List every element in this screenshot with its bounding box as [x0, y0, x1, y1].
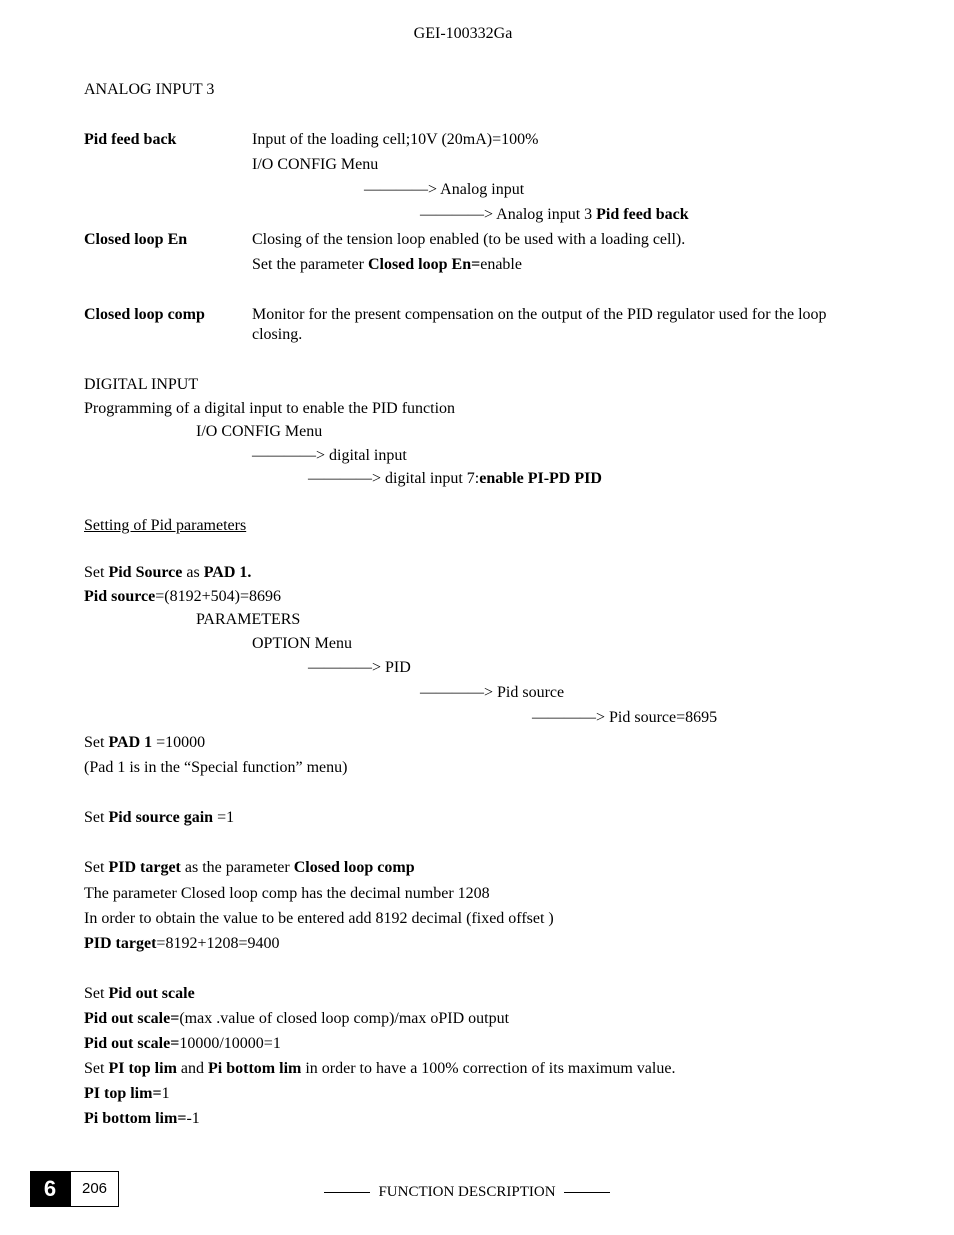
arrow: ————>: [252, 447, 326, 464]
digital-desc: Programming of a digital input to enable the PID function: [84, 400, 456, 417]
menu-path-analog-input: [364, 180, 524, 200]
path-text: PID: [385, 659, 411, 676]
menu-path-digital-input-7: [308, 469, 602, 489]
path-bold: Pid feed back: [596, 206, 689, 223]
term-closed-loop-en: Closed loop En: [84, 231, 188, 248]
label-bold: Pid out scale=: [84, 1035, 180, 1052]
text: in order to have a 100% correction of its maximum value.: [305, 1060, 676, 1077]
pid-out-scale-formula: [84, 1009, 509, 1029]
text: Set: [84, 859, 105, 876]
text: as: [186, 564, 200, 581]
pid-source-equation: [84, 587, 281, 607]
param-bold: PI top lim: [108, 1060, 177, 1077]
menu-parameters: PARAMETERS: [196, 611, 301, 628]
set-pid-source: [84, 563, 251, 583]
menu-path-pid-source-value: [532, 708, 717, 728]
pid-target-note-1: The parameter Closed loop comp has the decimal number 1208: [84, 885, 490, 902]
path-text: digital input 7:: [385, 470, 480, 487]
param-bold: PID target: [108, 859, 181, 876]
menu-path-analog-input-3: [420, 205, 689, 225]
value: 10000/10000=1: [179, 1035, 281, 1052]
value: (max .value of closed loop comp)/max oPID output: [179, 1010, 510, 1027]
set-pid-out-scale: [84, 984, 195, 1004]
value: -1: [186, 1110, 200, 1127]
text: and: [180, 1060, 205, 1077]
arrow: ————>: [420, 684, 494, 701]
menu-path-digital-input: [252, 446, 407, 466]
path-text: Pid source=8695: [609, 709, 718, 726]
text: Set the parameter: [252, 256, 364, 273]
value-bold: PAD 1.: [203, 564, 252, 581]
param-bold: Pi bottom lim: [208, 1060, 302, 1077]
param-bold: Closed loop comp: [293, 859, 415, 876]
arrow: ————>: [308, 659, 382, 676]
path-text: Analog input: [440, 181, 525, 198]
arrow: ————>: [420, 206, 494, 223]
arrow: ————>: [364, 181, 438, 198]
param-bold: PAD 1: [108, 734, 153, 751]
text: Set: [84, 985, 105, 1002]
value: =(8192+504)=8696: [155, 588, 281, 605]
section-title-analog-input: ANALOG INPUT 3: [84, 81, 215, 98]
section-title-digital-input: DIGITAL INPUT: [84, 376, 199, 393]
text: Set: [84, 1060, 105, 1077]
param-bold: Pid source gain: [108, 809, 214, 826]
menu-io-config: I/O CONFIG Menu: [252, 156, 379, 173]
set-pid-target: [84, 858, 415, 878]
text: as the parameter: [184, 859, 290, 876]
chapter-number: 6: [30, 1171, 70, 1207]
desc-pid-feed-back: Input of the loading cell;10V (20mA)=100%: [252, 131, 539, 148]
pi-bottom-lim-value: [84, 1109, 200, 1129]
param-bold: Closed loop En=: [367, 256, 481, 273]
pi-top-lim-value: [84, 1084, 170, 1104]
value: =1: [217, 809, 235, 826]
value: =10000: [156, 734, 206, 751]
pad1-note: (Pad 1 is in the “Special function” menu): [84, 759, 348, 776]
footer-rule-left: [324, 1192, 370, 1193]
pid-target-equation: [84, 934, 280, 954]
term-pid-feed-back: Pid feed back: [84, 131, 177, 148]
value: =8192+1208=9400: [156, 935, 280, 952]
set-pid-source-gain: [84, 808, 234, 828]
path-text: Pid source: [497, 684, 565, 701]
arrow: ————>: [532, 709, 606, 726]
footer-rule-right: [564, 1192, 610, 1193]
pid-out-scale-value: [84, 1034, 281, 1054]
desc-closed-loop-comp: Monitor for the present compensation on the output of the PID regulator used for the loop closing.: [252, 306, 827, 343]
path-bold: enable PI-PD PID: [479, 470, 602, 487]
text: Set: [84, 734, 105, 751]
value: 1: [161, 1085, 170, 1102]
path-text: Analog input 3: [496, 206, 593, 223]
pid-target-note-2: In order to obtain the value to be entered add 8192 decimal (fixed offset ): [84, 910, 554, 927]
menu-io-config-digital: I/O CONFIG Menu: [196, 423, 323, 440]
set-pad1: [84, 733, 205, 753]
menu-path-pid-source: [420, 683, 564, 703]
footer-label-text: FUNCTION DESCRIPTION: [378, 1184, 556, 1200]
menu-path-pid: [308, 658, 411, 678]
label-bold: Pid out scale=: [84, 1010, 180, 1027]
footer-section-label: [0, 1183, 934, 1201]
desc-closed-loop-en: Closing of the tension loop enabled (to be used with a loading cell).: [252, 231, 686, 248]
section-title-pid-setting: Setting of Pid parameters: [84, 517, 247, 534]
term-closed-loop-comp: Closed loop comp: [84, 306, 205, 323]
text: Set: [84, 809, 105, 826]
document-id: GEI-100332Ga: [413, 25, 513, 42]
label-bold: Pid source: [84, 588, 156, 605]
label-bold: Pi bottom lim=: [84, 1110, 187, 1127]
page-number: 206: [70, 1171, 119, 1207]
arrow: ————>: [308, 470, 382, 487]
path-text: digital input: [329, 447, 407, 464]
value: enable: [480, 256, 522, 273]
menu-option: OPTION Menu: [252, 635, 352, 652]
param-bold: Pid Source: [108, 564, 183, 581]
label-bold: PI top lim=: [84, 1085, 162, 1102]
set-closed-loop-en: [252, 255, 522, 275]
text: Set: [84, 564, 105, 581]
set-pi-limits: [84, 1059, 675, 1079]
label-bold: PID target: [84, 935, 157, 952]
param-bold: Pid out scale: [108, 985, 195, 1002]
